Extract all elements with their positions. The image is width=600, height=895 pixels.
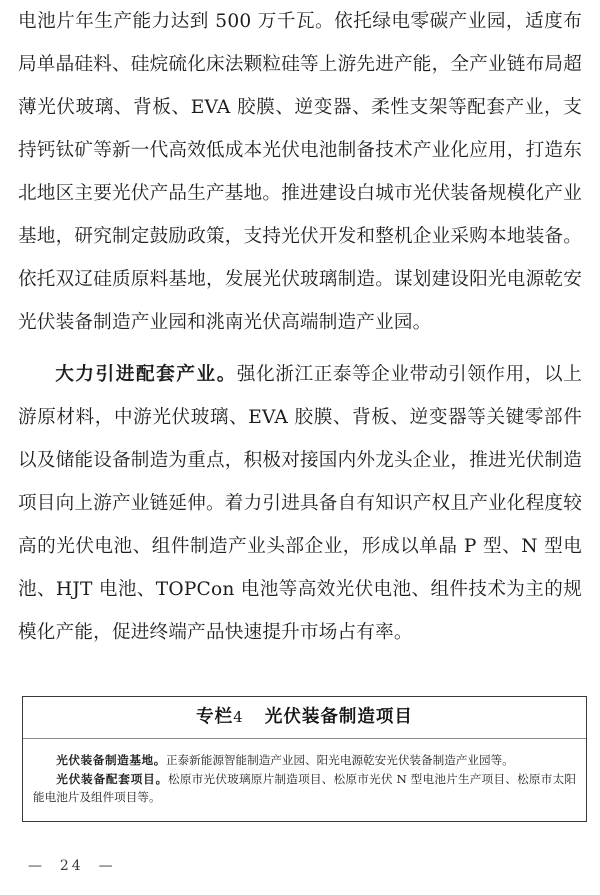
paragraph-2-text: 强化浙江正泰等企业带动引领作用，以上游原材料，中游光伏玻璃、EVA 胶膜、背板、逆变器等关键零部件以及储能设备制造为重点，积极对接国内外龙头企业，推进光伏制造项目向上游产业链延伸。着力引进具备自有知识产权且产业化程度较高的光伏电池、组件制造产业头部企业，形成以单晶 P 型、N 型电池、HJT 电池、TOPCon 电池等高效光伏电池、组件技术为主的规模化产能，促进终端产品快速提升市场占有率。	[18, 364, 582, 643]
page-number-footer: — 24 —	[28, 858, 116, 874]
feature-item	[33, 751, 576, 770]
body-paragraph-1	[18, 0, 582, 344]
feature-box-header-title: 光伏装备制造项目	[264, 707, 413, 727]
feature-box-header-prefix: 专栏	[196, 707, 234, 727]
feature-item-label: 光伏装备制造基地。	[56, 753, 166, 767]
paragraph-1-text: 电池片年生产能力达到 500 万千瓦。依托绿电零碳产业园，适度布局单晶硅料、硅烷硫化床法颗粒硅等上游先进产能，全产业链布局超薄光伏玻璃、背板、EVA 胶膜、逆变器、柔性支架等配套产业，支持钙钛矿等新一代高效低成本光伏电池制备技术产业化应用，打造东北地区主要光伏产品生产基地。推进建设白城市光伏装备规模化产业基地，研究制定鼓励政策，支持光伏开发和整机企业采购本地装备。依托双辽硅质原料基地，发展光伏玻璃制造。谋划建设阳光电源乾安光伏装备制造产业园和洮南光伏高端制造产业园。	[18, 11, 582, 333]
feature-box-column-4	[22, 696, 587, 822]
feature-box-header	[23, 697, 586, 739]
paragraph-2-lead: 大力引进配套产业。	[55, 364, 237, 385]
body-paragraph-2	[18, 353, 582, 654]
feature-item	[33, 770, 576, 807]
feature-item-text: 松原市光伏玻璃原片制造项目、松原市光伏 N 型电池片生产项目、松原市太阳能电池片及组件项目等。	[33, 771, 576, 804]
feature-item-text: 正泰新能源智能制造产业园、阳光电源乾安光伏装备制造产业园等。	[165, 753, 514, 767]
paragraph-spacer	[18, 344, 582, 353]
feature-box-body	[23, 739, 586, 821]
feature-box-header-number: 4	[233, 708, 244, 726]
feature-item-label: 光伏装备配套项目。	[56, 771, 169, 786]
document-body	[18, 0, 582, 654]
